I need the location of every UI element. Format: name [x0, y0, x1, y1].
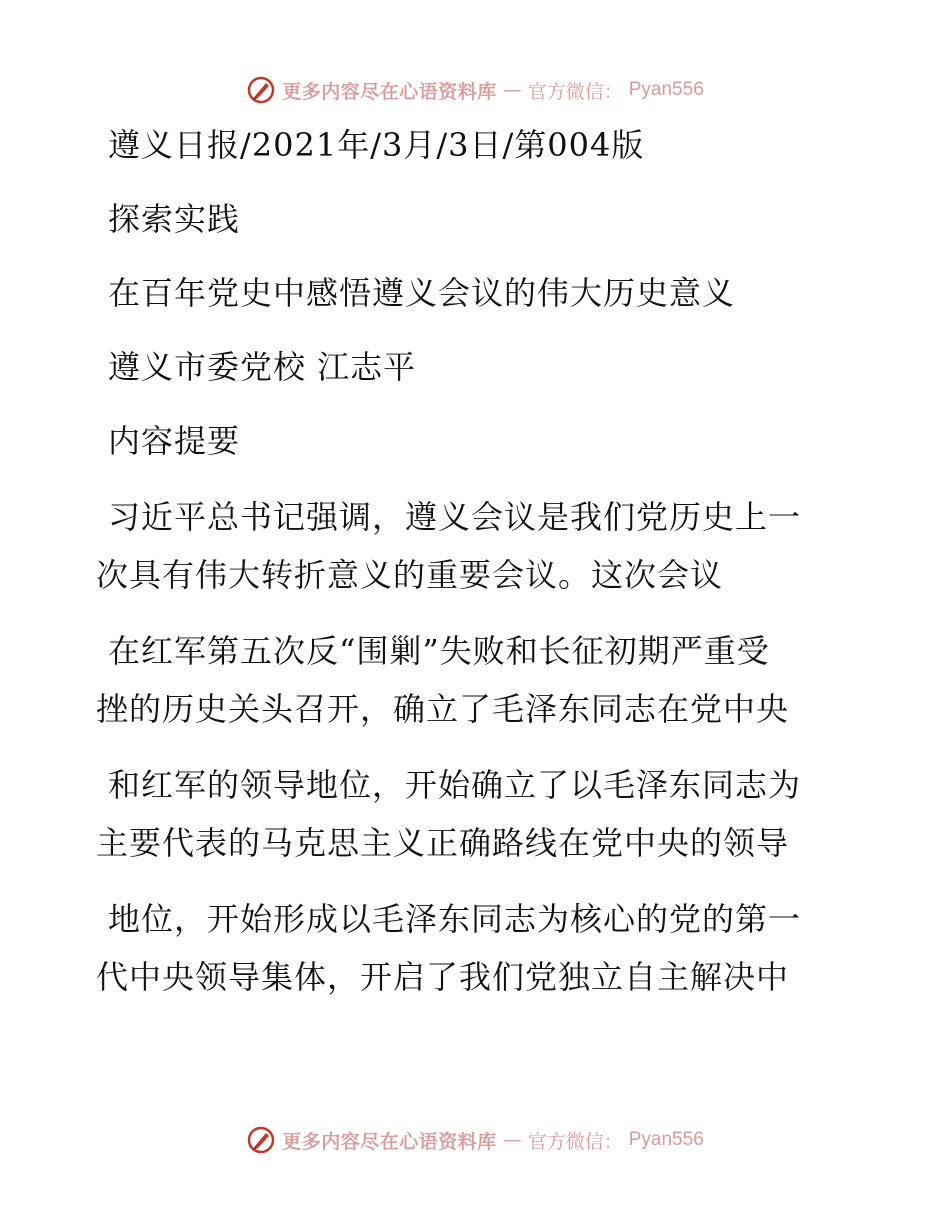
watermark-official-label: 官方微信：: [527, 1130, 623, 1153]
watermark-wechat-id: Pyan556: [628, 1129, 704, 1150]
watermark-footer: [0, 1120, 950, 1160]
body-line: 主要代表的马克思主义正确路线在党中央的领导: [96, 824, 790, 862]
body-line: 在红军第五次反“围剿”失败和长征初期严重受: [108, 632, 770, 670]
author-line: 遵义市委党校 江志平: [108, 348, 417, 386]
watermark-official-label: 官方微信：: [527, 80, 623, 103]
body-line: 代中央领导集体，开启了我们党独立自主解决中: [96, 958, 790, 996]
watermark-text: 更多内容尽在心语资料库: [282, 1130, 497, 1153]
source-line: 遵义日报/2021年/3月/3日/第004版: [108, 126, 645, 164]
watermark-separator: —: [502, 79, 522, 101]
watermark-text: 更多内容尽在心语资料库: [282, 80, 497, 103]
body-line: 和红军的领导地位，开始确立了以毛泽东同志为: [108, 766, 802, 804]
watermark-wechat-id: Pyan556: [628, 79, 704, 100]
body-line: 挫的历史关头召开，确立了毛泽东同志在党中央: [96, 690, 790, 728]
pen-logo-icon: [246, 75, 276, 105]
article-title: 在百年党史中感悟遵义会议的伟大历史意义: [108, 274, 736, 312]
watermark-header: [0, 70, 950, 110]
watermark-separator: —: [502, 1129, 522, 1151]
body-line: 次具有伟大转折意义的重要会议。这次会议: [96, 556, 724, 594]
body-line: 地位，开始形成以毛泽东同志为核心的党的第一: [108, 900, 802, 938]
abstract-heading: 内容提要: [108, 422, 241, 460]
section-label: 探索实践: [108, 200, 241, 238]
pen-logo-icon: [246, 1125, 276, 1155]
body-line: 习近平总书记强调，遵义会议是我们党历史上一: [108, 498, 802, 536]
